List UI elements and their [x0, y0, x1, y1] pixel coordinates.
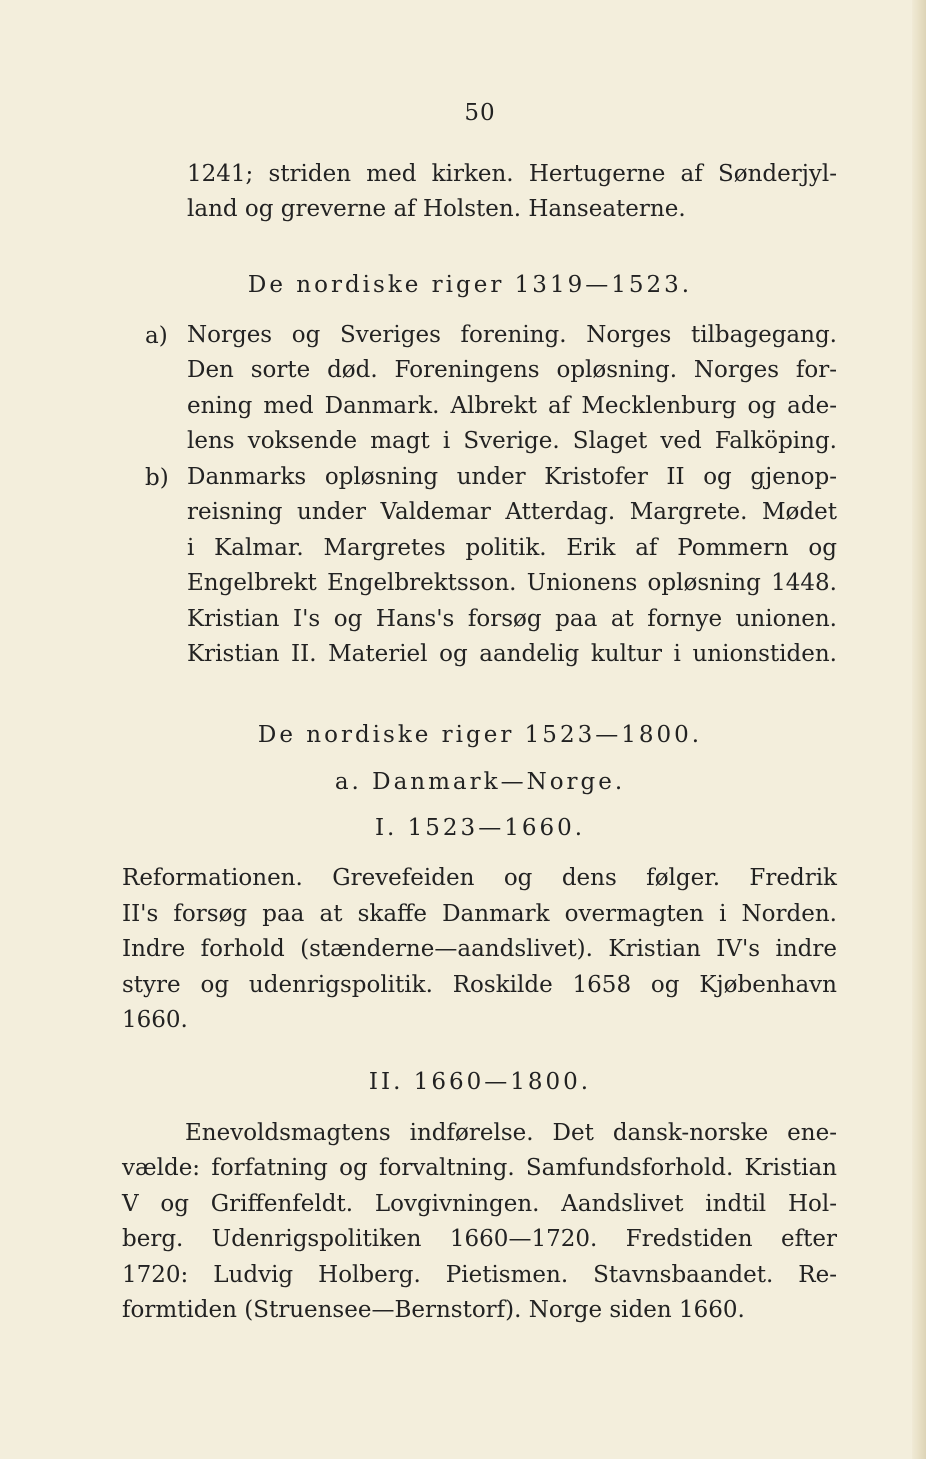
item-b-line: Danmarks opløsning under Kristofer II og gjenop- [187, 464, 837, 490]
section-heading: De nordiske riger 1319—1523. [247, 272, 693, 298]
part1-line: II's forsøg paa at skaffe Danmark overmagten i Norden. [122, 901, 837, 927]
item-a-line: Den sorte død. Foreningens opløsning. Norges for- [187, 357, 837, 383]
part2-line: V og Griffenfeldt. Lovgivningen. Aandslivet indtil Hol- [122, 1191, 837, 1217]
part1-line: Indre forhold (stænderne—aandslivet). Kristian IV's indre [122, 936, 837, 962]
part1-line: 1660. [122, 1007, 188, 1033]
item-b-line: Kristian II. Materiel og aandelig kultur i unionstiden. [187, 641, 837, 667]
part1-line: styre og udenrigspolitik. Roskilde 1658 og Kjøbenhavn [122, 972, 837, 998]
part2-line: formtiden (Struensee—Bernstorf). Norge siden 1660. [122, 1297, 745, 1323]
item-a-line: ening med Danmark. Albrekt af Mecklenburg og ade- [187, 393, 837, 419]
item-label: b) [145, 465, 169, 491]
intro-line: 1241; striden med kirken. Hertugerne af Sønderjyl- [187, 161, 837, 187]
part1-line: Reformationen. Grevefeiden og dens følger. Fredrik [122, 865, 837, 891]
item-label: a) [145, 323, 168, 349]
item-b-line: Engelbrekt Engelbrektsson. Unionens opløsning 1448. [187, 570, 837, 596]
item-b-line: Kristian I's og Hans's forsøg paa at fornye unionen. [187, 606, 837, 632]
part2-line: berg. Udenrigspolitiken 1660—1720. Fredstiden efter [122, 1226, 837, 1252]
page-number: 50 [464, 100, 496, 126]
item-b-line: reisning under Valdemar Atterdag. Margrete. Mødet [187, 499, 837, 525]
intro-line: land og greverne af Holsten. Hanseaterne. [187, 196, 686, 222]
part-heading: I. 1523—1660. [374, 815, 586, 841]
item-b-line: i Kalmar. Margretes politik. Erik af Pommern og [187, 535, 837, 561]
part2-line: Enevoldsmagtens indførelse. Det dansk-norske ene- [185, 1120, 837, 1146]
item-a-line: Norges og Sveriges forening. Norges tilbagegang. [187, 322, 837, 348]
item-a-line: lens voksende magt i Sverige. Slaget ved Falköping. [187, 428, 837, 454]
section-subheading: a. Danmark—Norge. [334, 769, 626, 795]
part2-line: vælde: forfatning og forvaltning. Samfundsforhold. Kristian [122, 1155, 837, 1181]
part2-line: 1720: Ludvig Holberg. Pietismen. Stavnsbaandet. Re- [122, 1262, 837, 1288]
section-heading: De nordiske riger 1523—1800. [257, 722, 703, 748]
part-heading: II. 1660—1800. [368, 1069, 592, 1095]
